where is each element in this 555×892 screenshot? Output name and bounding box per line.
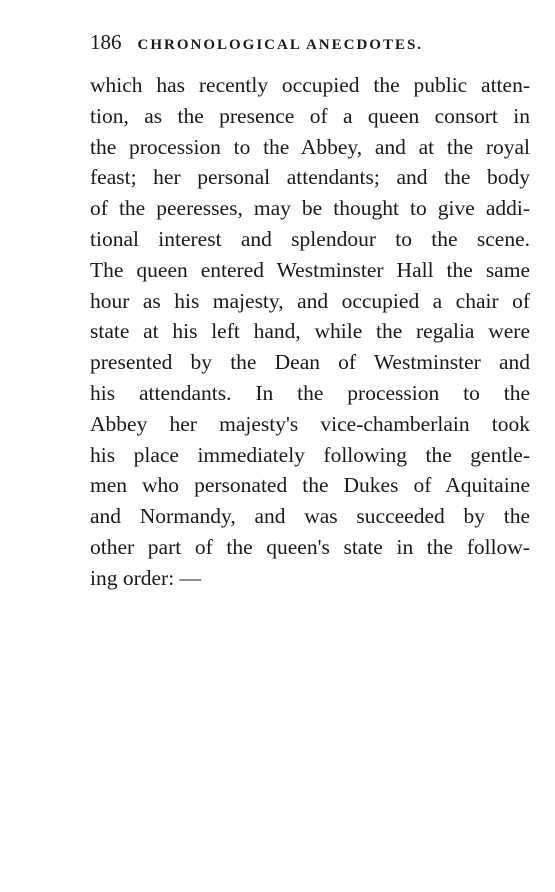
text-line: tional interest and splendour to the scene. (90, 226, 530, 251)
text-line: hour as his majesty, and occupied a chair of (90, 288, 530, 313)
text-line: which has recently occupied the public atten- (90, 73, 530, 97)
text-line: the procession to the Abbey, and at the royal (90, 134, 530, 159)
text-line: presented by the Dean of Westminster and (90, 350, 530, 375)
text-line: feast; her personal attendants; and the body (90, 165, 530, 190)
text-line: his attendants. In the procession to the (90, 380, 530, 405)
text-line: tion, as the presence of a queen consort in (90, 103, 530, 128)
text-line: his place immediately following the gentle- (90, 442, 530, 467)
body-text (90, 70, 530, 594)
running-head (90, 30, 530, 60)
running-title: CHRONOLOGICAL ANECDOTES. (137, 37, 424, 53)
text-line: state at his left hand, while the regalia were (90, 319, 530, 344)
text-line: ing order: — (90, 565, 202, 590)
text-line: men who personated the Dukes of Aquitaine (90, 473, 530, 498)
text-line: other part of the queen's state in the follow- (90, 534, 530, 559)
text-line: Abbey her majesty's vice-chamberlain took (90, 411, 530, 436)
page-number: 186 (90, 30, 122, 54)
text-line: and Normandy, and was succeeded by the (90, 504, 530, 529)
text-line: of the peeresses, may be thought to give addi- (90, 196, 530, 221)
text-line: The queen entered Westminster Hall the same (90, 257, 530, 282)
